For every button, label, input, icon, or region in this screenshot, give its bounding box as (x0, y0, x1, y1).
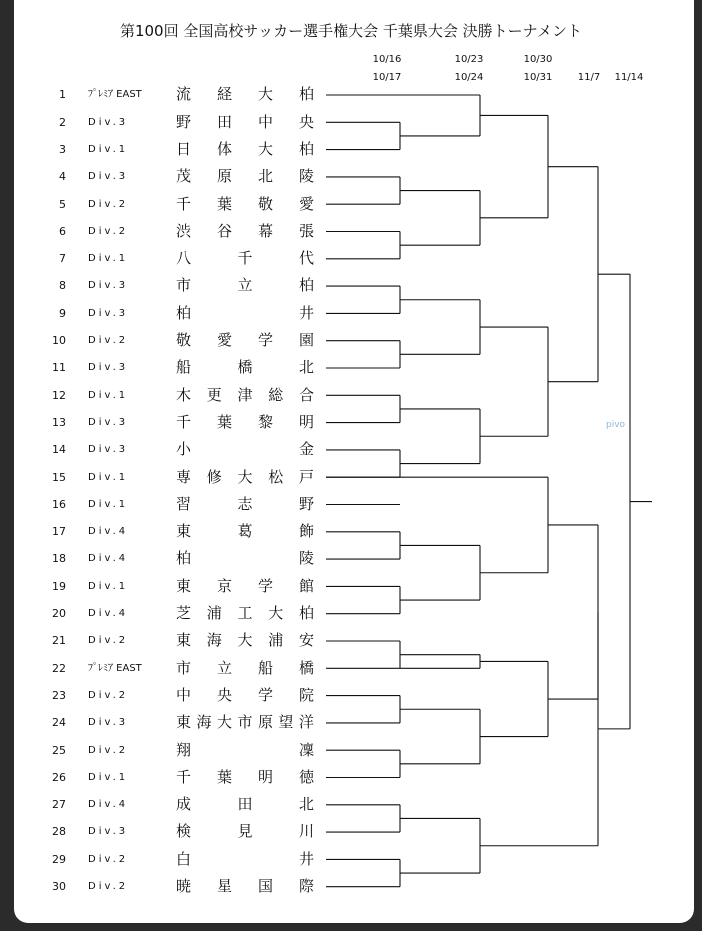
team-seed-number: 1 (59, 88, 66, 102)
team-league: Div.1 (88, 253, 129, 265)
team-seed-number: 7 (59, 252, 66, 266)
team-seed-number: 4 (59, 170, 66, 184)
team-league: Div.2 (88, 881, 129, 893)
team-school-name: 東 京 学 館 (176, 576, 314, 595)
team-seed-number: 27 (52, 798, 66, 812)
team-seed-number: 24 (52, 716, 66, 730)
team-school-name: 敬 愛 学 園 (176, 331, 314, 350)
team-league: Div.2 (88, 198, 129, 210)
round-date-r3a: 10/30 (523, 54, 553, 65)
team-school-name: 専 修 大 松 戸 (176, 467, 314, 486)
team-seed-number: 16 (52, 497, 66, 511)
team-seed-number: 10 (52, 334, 66, 348)
team-school-name: 渋 谷 幕 張 (176, 221, 314, 240)
team-seed-number: 30 (52, 880, 66, 894)
team-school-name: 習 志 野 (176, 494, 314, 513)
team-seed-number: 25 (52, 743, 66, 757)
team-league: Div.3 (88, 717, 129, 729)
team-school-name: 東 葛 飾 (176, 522, 314, 541)
team-league: Div.1 (88, 389, 129, 401)
team-seed-number: 2 (59, 115, 66, 129)
team-school-name: 成 田 北 (176, 795, 314, 814)
team-league: Div.3 (88, 116, 129, 128)
team-seed-number: 26 (52, 770, 66, 784)
team-league: Div.3 (88, 307, 129, 319)
team-seed-number: 22 (52, 661, 66, 675)
team-school-name: 八 千 代 (176, 249, 314, 268)
round-date-r2b: 10/24 (454, 72, 484, 83)
team-school-name: 千 葉 明 徳 (176, 767, 314, 786)
team-school-name: 東 海 大 市 原 望 洋 (176, 713, 314, 732)
team-school-name: 検 見 川 (176, 822, 314, 841)
team-league: Div.3 (88, 362, 129, 374)
team-league: ﾌﾟﾚﾐｱ EAST (88, 662, 142, 674)
round-date-r1b: 10/17 (372, 72, 402, 83)
team-seed-number: 11 (52, 361, 66, 375)
team-league: Div.3 (88, 280, 129, 292)
round-date-r1a: 10/16 (372, 54, 402, 65)
team-league: Div.3 (88, 444, 129, 456)
team-league: Div.2 (88, 689, 129, 701)
team-school-name: 木 更 津 総 合 (176, 385, 314, 404)
team-school-name: 柏 陵 (176, 549, 314, 568)
team-school-name: 茂 原 北 陵 (176, 167, 314, 186)
team-school-name: 暁 星 国 際 (176, 877, 314, 896)
team-seed-number: 18 (52, 552, 66, 566)
round-date-r3b: 10/31 (523, 72, 553, 83)
team-league: Div.3 (88, 416, 129, 428)
team-school-name: 東 海 大 浦 安 (176, 631, 314, 650)
team-seed-number: 29 (52, 852, 66, 866)
page-title: 第100回 全国高校サッカー選手権大会 千葉県大会 決勝トーナメント (119, 22, 583, 40)
team-school-name: 小 金 (176, 440, 314, 459)
team-school-name: 市 立 柏 (176, 276, 314, 295)
team-league: Div.1 (88, 471, 129, 483)
team-school-name: 野 田 中 央 (176, 112, 314, 131)
team-seed-number: 5 (59, 197, 66, 211)
team-seed-number: 14 (52, 443, 66, 457)
team-seed-number: 8 (59, 279, 66, 293)
team-school-name: 千 葉 敬 愛 (176, 194, 314, 213)
team-league: Div.2 (88, 335, 129, 347)
team-school-name: 船 橋 北 (176, 358, 314, 377)
team-school-name: 日 体 大 柏 (176, 139, 314, 158)
round-date-sf: 11/7 (577, 72, 601, 83)
watermark-logo: pivo (606, 420, 626, 430)
team-seed-number: 9 (59, 306, 66, 320)
round-date-r2a: 10/23 (454, 54, 484, 65)
team-league: Div.3 (88, 171, 129, 183)
team-school-name: 千 葉 黎 明 (176, 412, 314, 431)
team-league: Div.1 (88, 771, 129, 783)
team-league: ﾌﾟﾚﾐｱ EAST (88, 89, 142, 101)
team-league: Div.2 (88, 744, 129, 756)
team-league: Div.4 (88, 799, 129, 811)
team-league: Div.1 (88, 498, 129, 510)
team-seed-number: 12 (52, 388, 66, 402)
team-seed-number: 23 (52, 688, 66, 702)
team-league: Div.2 (88, 635, 129, 647)
team-school-name: 白 井 (176, 849, 314, 868)
round-date-f: 11/14 (614, 72, 644, 83)
team-school-name: 市 立 船 橋 (176, 658, 314, 677)
team-seed-number: 6 (59, 224, 66, 238)
team-school-name: 中 央 学 院 (176, 685, 314, 704)
team-seed-number: 17 (52, 525, 66, 539)
team-seed-number: 19 (52, 579, 66, 593)
team-league: Div.4 (88, 608, 129, 620)
team-school-name: 柏 井 (176, 303, 314, 322)
team-seed-number: 13 (52, 415, 66, 429)
team-seed-number: 3 (59, 142, 66, 156)
team-league: Div.4 (88, 526, 129, 538)
team-league: Div.3 (88, 826, 129, 838)
team-seed-number: 28 (52, 825, 66, 839)
team-school-name: 芝 浦 工 大 柏 (176, 604, 314, 623)
team-league: Div.1 (88, 143, 129, 155)
team-league: Div.2 (88, 225, 129, 237)
team-seed-number: 15 (52, 470, 66, 484)
team-school-name: 翔 凜 (176, 740, 314, 759)
team-league: Div.4 (88, 553, 129, 565)
team-seed-number: 21 (52, 634, 66, 648)
team-seed-number: 20 (52, 607, 66, 621)
team-league: Div.1 (88, 580, 129, 592)
team-school-name: 流 経 大 柏 (176, 85, 314, 104)
team-league: Div.2 (88, 853, 129, 865)
